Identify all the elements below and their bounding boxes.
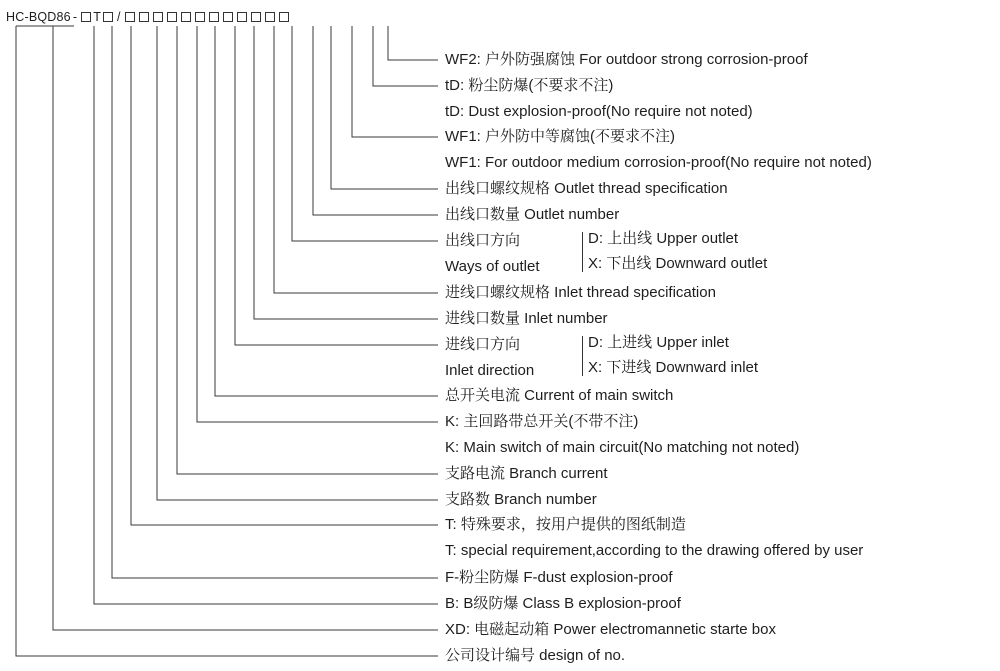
label-inlet-dir-en: Inlet direction: [445, 362, 535, 379]
label-outlet-d: D: 上出线 Upper outlet: [588, 230, 739, 247]
leader-design: [16, 26, 438, 656]
code-box-6: [195, 12, 205, 22]
label-t-cn: T: 特殊要求，按用户提供的图纸制造: [445, 516, 686, 533]
label-outlet-x: X: 下出线 Downward outlet: [588, 255, 768, 272]
label-td-cn: tD: 粉尘防爆(不要求不注): [445, 77, 614, 94]
leader-xd: [53, 26, 438, 630]
label-inlet-d: D: 上进线 Upper inlet: [588, 334, 729, 351]
leader-inlet-direction: [235, 26, 438, 345]
code-box-f: [81, 12, 91, 22]
label-inlet-number: 进线口数量 Inlet number: [445, 310, 608, 327]
leader-branch-number: [157, 26, 438, 500]
code-box-9: [237, 12, 247, 22]
label-k-cn: K: 主回路带总开关(不带不注): [445, 413, 639, 430]
code-box-12: [279, 12, 289, 22]
code-box-2: [139, 12, 149, 22]
label-t-en: T: special requirement,according to the drawing offered by user: [445, 542, 864, 559]
label-outlet-dir-cn: 出线口方向: [445, 232, 521, 249]
label-inlet-thread: 进线口螺纹规格 Inlet thread specification: [445, 284, 716, 301]
code-box-8: [223, 12, 233, 22]
leader-outlet-thread: [331, 26, 438, 189]
label-wf1-cn: WF1: 户外防中等腐蚀(不要求不注): [445, 128, 675, 145]
label-td-en: tD: Dust explosion-proof(No require not noted): [445, 103, 753, 120]
leader-inlet-thread: [274, 26, 438, 293]
label-branch-number: 支路数 Branch number: [445, 491, 597, 508]
label-b: B: B级防爆 Class B explosion-proof: [445, 595, 681, 612]
label-branch-current: 支路电流 Branch current: [445, 465, 608, 482]
outlet-bracket: [582, 232, 583, 272]
label-outlet-thread: 出线口螺纹规格 Outlet thread specification: [445, 180, 728, 197]
leader-outlet-number: [313, 26, 438, 215]
label-wf1-en: WF1: For outdoor medium corrosion-proof(No require not noted): [445, 154, 872, 171]
leader-inlet-number: [254, 26, 438, 319]
code-box-t: [103, 12, 113, 22]
label-outlet-dir-en: Ways of outlet: [445, 258, 540, 275]
code-box-5: [181, 12, 191, 22]
code-box-3: [153, 12, 163, 22]
code-slash: /: [117, 10, 121, 24]
code-prefix: HC-BQD86: [6, 10, 71, 24]
label-f: F-粉尘防爆 F-dust explosion-proof: [445, 569, 673, 586]
leader-branch-current: [177, 26, 438, 474]
label-design: 公司设计编号 design of no.: [445, 647, 626, 664]
label-inlet-x: X: 下进线 Downward inlet: [588, 359, 759, 376]
label-xd: XD: 电磁起动箱 Power electromannetic starte box: [445, 621, 776, 638]
code-t: T: [93, 10, 102, 24]
model-code: [6, 10, 291, 24]
code-box-7: [209, 12, 219, 22]
leader-outlet-direction: [292, 26, 438, 241]
label-wf2: WF2: 户外防强腐蚀 For outdoor strong corrosion-proof: [445, 51, 808, 68]
inlet-bracket: [582, 336, 583, 376]
leader-wf2: [388, 26, 438, 60]
label-outlet-number: 出线口数量 Outlet number: [445, 206, 620, 223]
leader-b: [94, 26, 438, 604]
leader-main-current: [215, 26, 438, 396]
leader-wf1: [352, 26, 438, 137]
leader-td: [373, 26, 438, 86]
label-k-en: K: Main switch of main circuit(No matching not noted): [445, 439, 800, 456]
code-box-10: [251, 12, 261, 22]
label-inlet-dir-cn: 进线口方向: [445, 336, 521, 353]
leader-k: [197, 26, 438, 422]
leader-f: [112, 26, 438, 578]
code-dash: -: [72, 10, 78, 24]
code-box-11: [265, 12, 275, 22]
label-main-current: 总开关电流 Current of main switch: [445, 387, 674, 404]
code-box-1: [125, 12, 135, 22]
code-box-4: [167, 12, 177, 22]
